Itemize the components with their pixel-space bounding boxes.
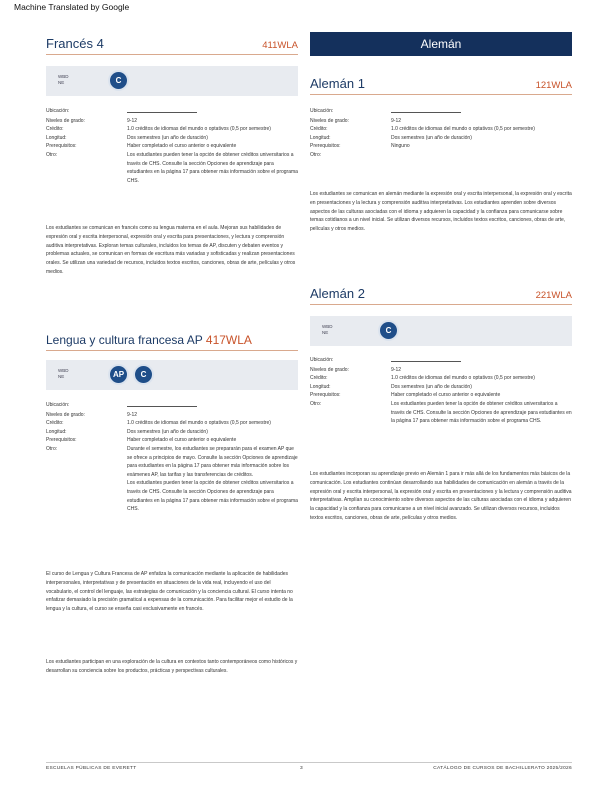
prereq-label: Prerequisitos:	[310, 143, 341, 150]
grades-label: Niveles de grado:	[310, 366, 349, 373]
length-label: Longitud:	[46, 428, 67, 435]
length-value: Dos semestres (un año de duración)	[391, 134, 472, 141]
credit-value: 1.0 créditos de idiomas del mundo o optativos (0,5 por semestre)	[127, 420, 271, 427]
course-code: 411WLA	[262, 40, 298, 51]
length-value: Dos semestres (un año de duración)	[391, 383, 472, 390]
college-credit-icon: C	[378, 320, 399, 341]
location-line	[127, 401, 197, 407]
course-info	[46, 107, 298, 185]
credit-value: 1.0 créditos de idiomas del mundo o optativos (0,5 por semestre)	[391, 126, 535, 133]
course-description-2: Los estudiantes participan en una exploración de la cultura en contextos tanto contemporáneos como históricos y desarrollan su conciencia sobre los productos, prácticas y perspectivas culturales.	[46, 659, 298, 674]
grades-value: 9-12	[127, 411, 138, 418]
location-line	[127, 107, 197, 113]
location-label: Ubicación:	[310, 357, 334, 363]
other-ap-value: Durante el semestre, los estudiantes se prepararán para el examen AP que se ofrece a principios de mayo. Consulte la sección Opciones de aprendizaje para estudiantes en la página 17 para obtener más información sobre los exámenes AP, las tarifas y las transferencias de créditos.	[127, 445, 298, 478]
course-description: Los estudiantes incorporan su aprendizaje previo en Alemán 1 para ir más allá de los fundamentos más básicos de la comunicación. Los estudiantes continúan desarrollando sus habilidades de comunicación en alemán a través de la expresión oral y escrita interpersonal, la expresión oral y escrita en presentaciones y la lectura y comprensión auditiva interpretativas. Amplían su conocimiento sobre diversos aspectos de las culturas asociadas con el idioma y adquieren la capacidad y la confianza para comunicarse a un nivel inicial avanzado. Se utilizan diversos recursos, incluidos textos escritos, canciones, obras de arte, películas y otros medios.	[310, 471, 572, 521]
location-line	[391, 356, 461, 362]
icon-box	[310, 316, 572, 346]
length-label: Longitud:	[46, 134, 67, 141]
icon-box	[46, 66, 298, 96]
other-chs-value: Los estudiantes pueden tener la opción de obtener créditos universitarios a través de CHS. Consulte la sección Opciones de aprendizaje para estudiantes en la página 17 para obtener más información sobre el programa CHS.	[127, 480, 298, 513]
credit-label: Crédito:	[310, 126, 328, 133]
prereq-value: Ninguno	[391, 143, 410, 150]
length-label: Longitud:	[310, 383, 331, 390]
footer-divider	[46, 762, 572, 763]
grades-label: Niveles de grado:	[46, 117, 85, 124]
course-info	[46, 401, 298, 514]
credit-label: Crédito:	[310, 375, 328, 382]
course-info	[310, 107, 572, 160]
footer-catalog: CATÁLOGO DE CURSOS DE BACHILLERATO 2025/2026	[433, 766, 572, 771]
course-header-ap-french	[46, 322, 298, 351]
icon-box	[46, 360, 298, 390]
course-description: Los estudiantes se comunican en alemán mediante la expresión oral y escrita interpersonal, la expresión oral y escrita en presentaciones y la lectura y comprensión auditiva interpretativas. Los estudiantes aprenden sobre diversos aspectos de las culturas asociadas con el idioma y adquieren la capacidad y la confianza para comunicarse sobre temas cotidianos a un nivel inicial. Se utilizan diversos recursos, incluidos textos escritos, canciones, obras de arte, películas y otros medios.	[310, 191, 572, 233]
course-description: Los estudiantes se comunican en francés como su lengua materna en el aula. Mejoran sus habilidades de expresión oral y escrita interpersonal, expresión oral y escrita para presentaciones, y lectura y comprensión auditiva interpretativas. Exploran temas culturales, incluidos los temas de AP, discuten y debaten eventos y problemas actuales, se comunican en formas de escritura más variadas y sofisticadas y realizan presentaciones orales. Se utilizan una variedad de recursos, incluidos textos escritos, canciones, obras de arte, películas y otros medios.	[46, 225, 296, 275]
credit-label: Crédito:	[46, 126, 64, 133]
course-title: Francés 4	[46, 36, 104, 51]
other-label: Otro:	[310, 151, 322, 158]
icon-legend: WBD NE	[58, 74, 69, 85]
course-code: 121WLA	[535, 80, 572, 91]
course-code: 417WLA	[205, 333, 252, 347]
course-header-german-1	[310, 66, 572, 95]
grades-label: Niveles de grado:	[46, 411, 85, 418]
course-header-french-4	[46, 30, 298, 55]
other-label: Otro:	[46, 445, 58, 452]
other-value	[391, 151, 572, 160]
grades-label: Niveles de grado:	[310, 117, 349, 124]
course-title: Alemán 1	[310, 76, 365, 91]
other-value: Los estudiantes pueden tener la opción de obtener créditos universitarios a través de CHS. Consulte la sección Opciones de aprendizaje para estudiantes en la página 17 para obtener más información sobre el programa CHS.	[127, 151, 298, 184]
other-label: Otro:	[310, 400, 322, 407]
college-credit-icon: C	[108, 70, 129, 91]
footer-page-number: 3	[300, 766, 303, 771]
footer-school: ESCUELAS PÚBLICAS DE EVERETT	[46, 766, 137, 771]
other-value: Los estudiantes pueden tener la opción de obtener créditos universitarios a través de CHS. Consulte la sección Opciones de aprendizaje para estudiantes en la página 17 para obtener más información sobre el programa CHS.	[391, 400, 572, 425]
grades-value: 9-12	[127, 117, 138, 124]
location-label: Ubicación:	[46, 108, 70, 114]
course-info	[310, 356, 572, 426]
credit-label: Crédito:	[46, 420, 64, 427]
prereq-label: Prerequisitos:	[46, 437, 77, 444]
length-value: Dos semestres (un año de duración)	[127, 428, 208, 435]
course-header-german-2	[310, 280, 572, 305]
prereq-value: Haber completado el curso anterior o equivalente	[127, 437, 237, 444]
prereq-label: Prerequisitos:	[46, 143, 77, 150]
ap-icon: AP	[108, 364, 129, 385]
other-label: Otro:	[46, 151, 58, 158]
course-title: Alemán 2	[310, 286, 365, 301]
course-title-group	[46, 333, 252, 347]
prereq-value: Haber completado el curso anterior o equivalente	[127, 143, 237, 150]
credit-value: 1.0 créditos de idiomas del mundo o optativos (0,5 por semestre)	[127, 126, 271, 133]
course-title: Lengua y cultura francesa AP	[46, 333, 203, 347]
other-value-group	[127, 445, 298, 514]
icon-legend: WBD NE	[322, 324, 333, 335]
grades-value: 9-12	[391, 117, 402, 124]
grades-value: 9-12	[391, 366, 402, 373]
college-credit-icon: C	[133, 364, 154, 385]
course-description: El curso de Lengua y Cultura Francesa de AP enfatiza la comunicación mediante la aplicación de habilidades interpersonales, interpretativas y de presentación en situaciones de la vida real, incluyendo el uso del vocabulario, el control del lenguaje, las estrategias de comunicación y la conciencia cultural. El curso intenta no enfatizar demasiado la precisión gramatical a expensas de la comunicación. Para facilitar mejor el estudio de la lengua y la cultura, el curso se enseña casi exclusivamente en francés.	[46, 571, 293, 613]
prereq-label: Prerequisitos:	[310, 392, 341, 399]
icon-legend: WBD NE	[58, 368, 69, 379]
machine-translation-label: Machine Translated by Google	[14, 2, 130, 12]
length-value: Dos semestres (un año de duración)	[127, 134, 208, 141]
course-code: 221WLA	[535, 290, 572, 301]
length-label: Longitud:	[310, 134, 331, 141]
location-line	[391, 107, 461, 113]
prereq-value: Haber completado el curso anterior o equivalente	[391, 392, 501, 399]
credit-value: 1.0 créditos de idiomas del mundo o optativos (0,5 por semestre)	[391, 375, 535, 382]
section-banner-german: Alemán	[310, 32, 572, 56]
location-label: Ubicación:	[310, 108, 334, 114]
location-label: Ubicación:	[46, 402, 70, 408]
